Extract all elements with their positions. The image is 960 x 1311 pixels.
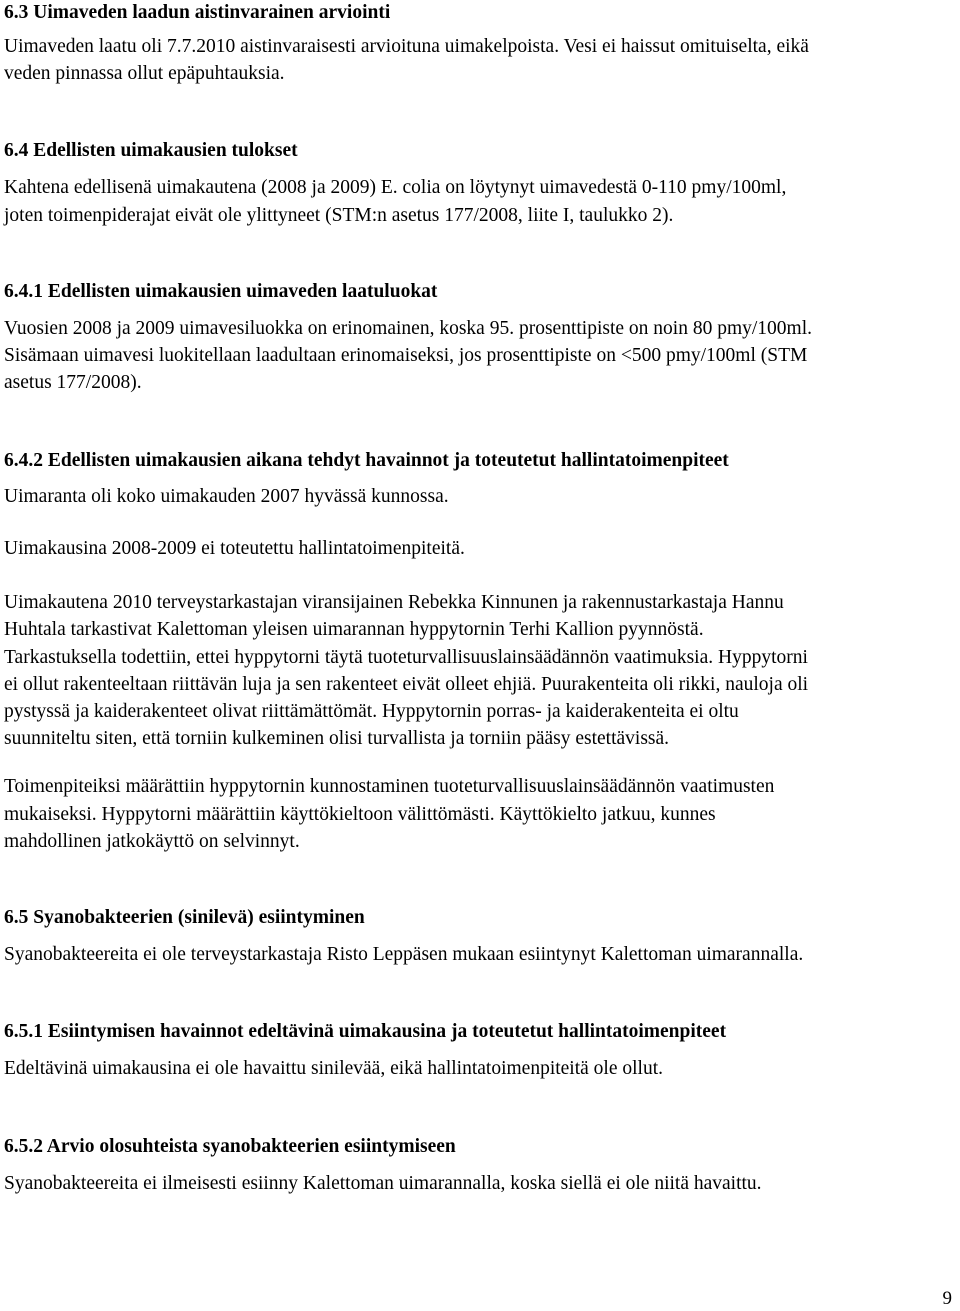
paragraph-line: Edeltävinä uimakausina ei ole havaittu sinilevää, eikä hallintatoimenpiteitä ole ollut. [4, 1058, 664, 1079]
section-heading-6-5-1: 6.5.1 Esiintymisen havainnot edeltävinä uimakausina ja toteutetut hallintatoimenpiteet [4, 1021, 727, 1042]
paragraph-line: Vuosien 2008 ja 2009 uimavesiluokka on erinomainen, koska 95. prosenttipiste on noin 80 pmy/100ml. [4, 318, 812, 339]
paragraph-line: ei ollut rakenteeltaan riittävän luja ja sen rakenteet eivät olleet ehjiä. Puurakenteita oli rikki, nauloja oli [4, 674, 809, 695]
paragraph-line: asetus 177/2008). [4, 372, 142, 393]
paragraph-line: joten toimenpiderajat eivät ole ylittyneet (STM:n asetus 177/2008, liite I, taulukko 2). [4, 205, 674, 226]
section-heading-6-4-1: 6.4.1 Edellisten uimakausien uimaveden laatuluokat [4, 281, 438, 302]
paragraph-line: Uimakautena 2010 terveystarkastajan viransijainen Rebekka Kinnunen ja rakennustarkastaja Hannu [4, 592, 784, 613]
paragraph-line: suunniteltu siten, että torniin kulkeminen olisi turvallista ja torniin pääsy estettävissä. [4, 728, 670, 749]
section-heading-6-4-2: 6.4.2 Edellisten uimakausien aikana tehdyt havainnot ja toteutetut hallintatoimenpiteet [4, 450, 729, 471]
paragraph-line: Sisämaan uimavesi luokitellaan laadultaan erinomaiseksi, jos prosenttipiste on <500 pmy/100ml (STM [4, 345, 808, 366]
section-heading-6-3: 6.3 Uimaveden laadun aistinvarainen arviointi [4, 2, 391, 23]
paragraph-line: Uimaranta oli koko uimakauden 2007 hyvässä kunnossa. [4, 486, 449, 507]
paragraph-line: Syanobakteereita ei ole terveystarkastaja Risto Leppäsen mukaan esiintynyt Kalettoman uimarannalla. [4, 944, 804, 965]
paragraph-line: Syanobakteereita ei ilmeisesti esiinny Kalettoman uimarannalla, koska siellä ei ole niitä havaittu. [4, 1173, 762, 1194]
paragraph-line: Tarkastuksella todettiin, ettei hyppytorni täytä tuoteturvallisuuslainsäädännön vaatimuksia. Hyppytorni [4, 647, 808, 668]
paragraph-line: mahdollinen jatkokäyttö on selvinnyt. [4, 831, 300, 852]
paragraph-line: Uimakausina 2008-2009 ei toteutettu hallintatoimenpiteitä. [4, 538, 465, 559]
section-heading-6-5: 6.5 Syanobakteerien (sinilevä) esiintyminen [4, 907, 365, 928]
paragraph-line: Uimaveden laatu oli 7.7.2010 aistinvaraisesti arvioituna uimakelpoista. Vesi ei haissut omituiselta, eikä [4, 36, 809, 57]
paragraph-line: Huhtala tarkastivat Kalettoman yleisen uimarannan hyppytornin Terhi Kallion pyynnöstä. [4, 619, 704, 640]
paragraph-line: Kahtena edellisenä uimakautena (2008 ja 2009) E. colia on löytynyt uimavedestä 0-110 pmy/100ml, [4, 177, 787, 198]
paragraph-line: veden pinnassa ollut epäpuhtauksia. [4, 63, 285, 84]
paragraph-line: mukaiseksi. Hyppytorni määrättiin käyttökieltoon välittömästi. Käyttökielto jatkuu, kunnes [4, 804, 716, 825]
paragraph-line: Toimenpiteiksi määrättiin hyppytornin kunnostaminen tuoteturvallisuuslainsäädännön vaatimusten [4, 776, 775, 797]
section-heading-6-5-2: 6.5.2 Arvio olosuhteista syanobakteerien esiintymiseen [4, 1136, 456, 1157]
paragraph-line: pystyssä ja kaiderakenteet olivat riittämättömät. Hyppytornin porras- ja kaiderakenteita ei oltu [4, 701, 739, 722]
section-heading-6-4: 6.4 Edellisten uimakausien tulokset [4, 140, 298, 161]
page-number: 9 [942, 1288, 952, 1309]
